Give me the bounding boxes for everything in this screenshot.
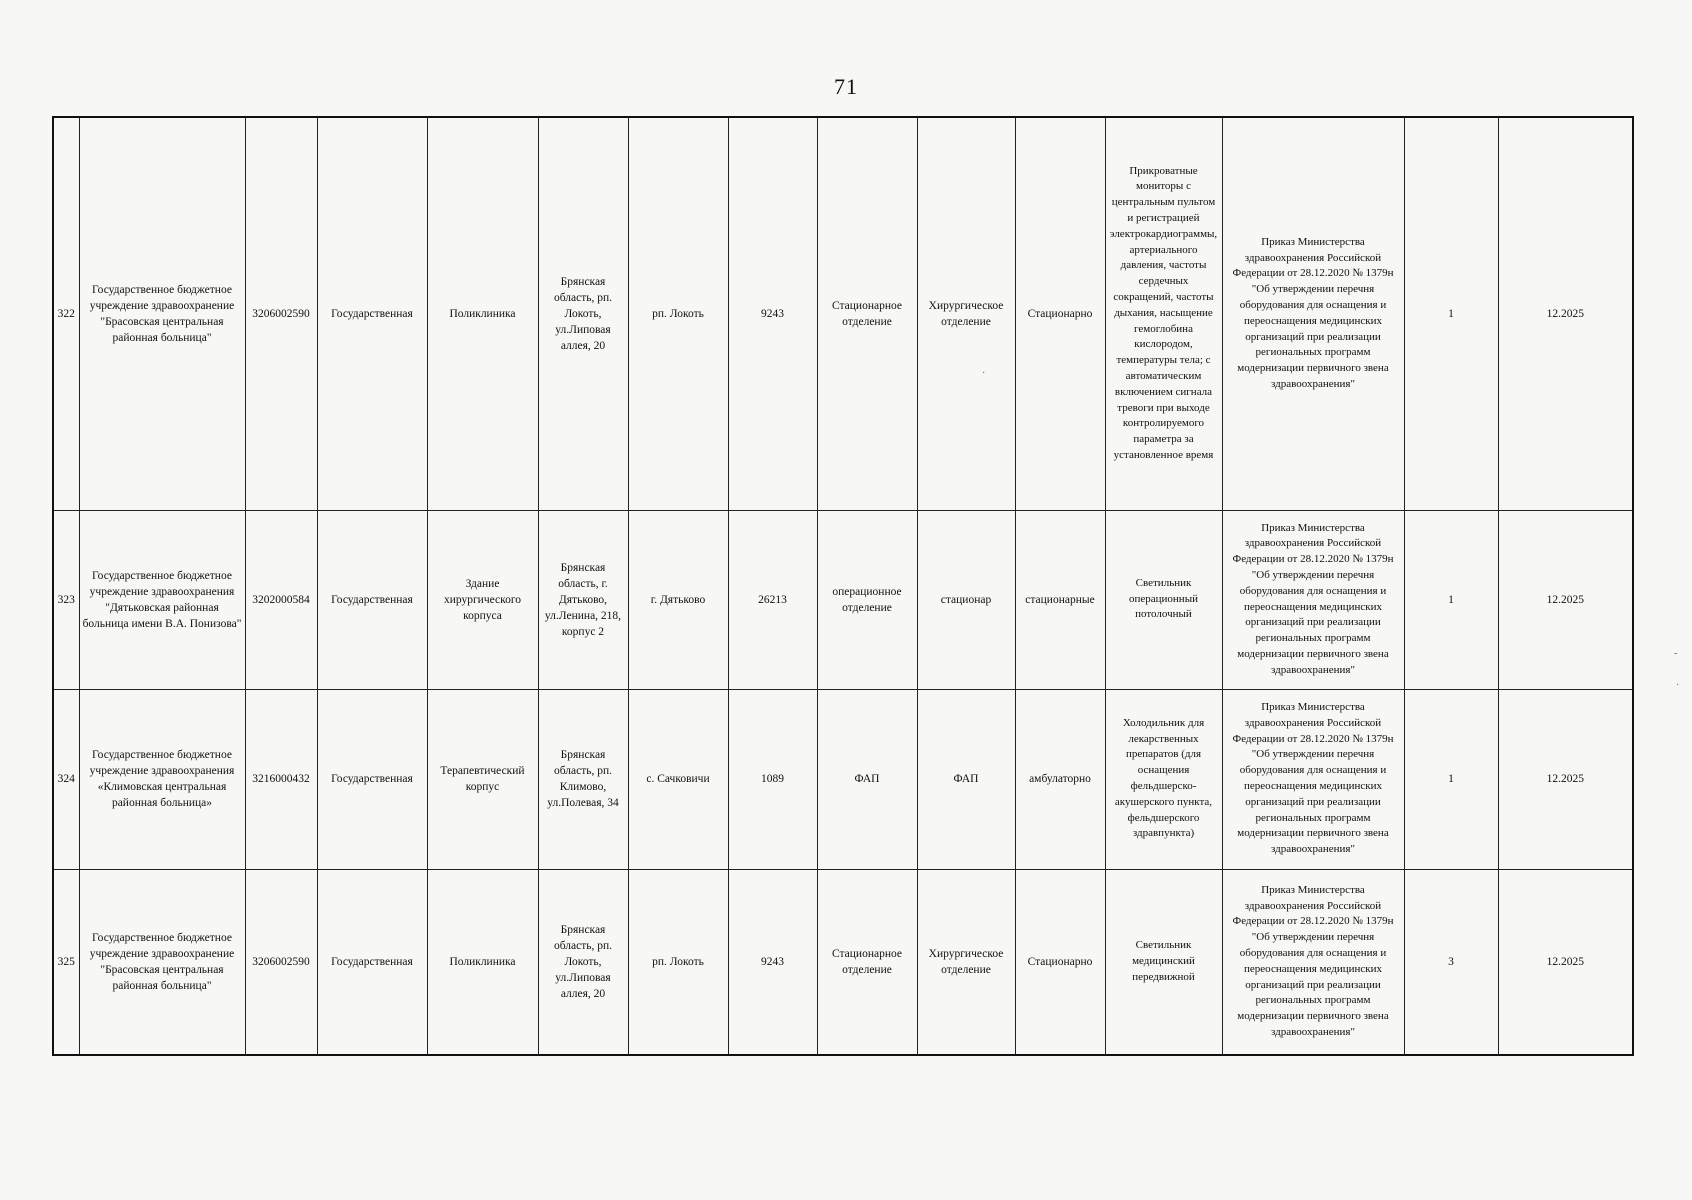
population-cell: 9243 (728, 117, 817, 510)
building-cell: Поликлиника (427, 869, 538, 1055)
equipment-registry-table (52, 116, 1634, 1056)
department-cell: Хирургическое отделение (917, 869, 1015, 1055)
inn-cell: 3206002590 (245, 869, 317, 1055)
row-number: 325 (53, 869, 79, 1055)
care-form-cell: Стационарно (1015, 869, 1105, 1055)
table-row (53, 117, 1633, 510)
care-form-cell: амбулаторно (1015, 689, 1105, 869)
organization-name: Государственное бюджетное учреждение здравоохранения "Дятьковская районная больница имени В.А. Понизова" (79, 510, 245, 689)
row-number: 324 (53, 689, 79, 869)
table-row (53, 510, 1633, 689)
population-cell: 9243 (728, 869, 817, 1055)
unit-cell: Стационарное отделение (817, 117, 917, 510)
population-cell: 1089 (728, 689, 817, 869)
building-cell: Поликлиника (427, 117, 538, 510)
building-cell: Терапевтический корпус (427, 689, 538, 869)
inn-cell: 3202000584 (245, 510, 317, 689)
inn-cell: 3206002590 (245, 117, 317, 510)
equipment-cell: Светильник операционный потолочный (1105, 510, 1222, 689)
date-cell: 12.2025 (1498, 869, 1633, 1055)
inn-cell: 3216000432 (245, 689, 317, 869)
quantity-cell: 1 (1404, 117, 1498, 510)
locality-cell: рп. Локоть (628, 117, 728, 510)
date-cell: 12.2025 (1498, 117, 1633, 510)
table-row (53, 869, 1633, 1055)
equipment-cell: Холодильник для лекарственных препаратов (для оснащения фельдшерско-акушерского пункта, фельдшерского здравпункта) (1105, 689, 1222, 869)
department-cell: ФАП (917, 689, 1015, 869)
unit-cell: Стационарное отделение (817, 869, 917, 1055)
legal-basis-cell: Приказ Министерства здравоохранения Российской Федерации от 28.12.2020 № 1379н "Об утверждении перечня оборудования для оснащения и переоснащения медицинских организаций при реализации региональных программ модернизации первичного звена здравоохранения" (1222, 510, 1404, 689)
quantity-cell: 3 (1404, 869, 1498, 1055)
row-number: 323 (53, 510, 79, 689)
locality-cell: г. Дятьково (628, 510, 728, 689)
legal-basis-cell: Приказ Министерства здравоохранения Российской Федерации от 28.12.2020 № 1379н "Об утверждении перечня оборудования для оснащения и переоснащения медицинских организаций при реализации региональных программ модернизации первичного звена здравоохранения" (1222, 869, 1404, 1055)
building-cell: Здание хирургического корпуса (427, 510, 538, 689)
address-cell: Брянская область, рп. Локоть, ул.Липовая аллея, 20 (538, 869, 628, 1055)
care-form-cell: Стационарно (1015, 117, 1105, 510)
organization-name: Государственное бюджетное учреждение здравоохранения «Климовская центральная районная больница» (79, 689, 245, 869)
row-number: 322 (53, 117, 79, 510)
ownership-cell: Государственная (317, 510, 427, 689)
unit-cell: операционное отделение (817, 510, 917, 689)
scan-mark: · (1676, 680, 1680, 691)
population-cell: 26213 (728, 510, 817, 689)
equipment-cell: Прикроватные мониторы с центральным пультом и регистрацией электрокардиограммы, артериального давления, частоты сердечных сокращений, частоты дыхания, насыщение гемоглобина кислородом, температуры тела; с автоматическим включением сигнала тревоги при выходе контролируемого параметра за установленное время (1105, 117, 1222, 510)
page-number: 71 (834, 74, 858, 99)
department-cell: Хирургическое отделение (917, 117, 1015, 510)
table-row (53, 689, 1633, 869)
organization-name: Государственное бюджетное учреждение здравоохранение "Брасовская центральная районная больница" (79, 117, 245, 510)
legal-basis-cell: Приказ Министерства здравоохранения Российской Федерации от 28.12.2020 № 1379н "Об утверждении перечня оборудования для оснащения и переоснащения медицинских организаций при реализации региональных программ модернизации первичного звена здравоохранения" (1222, 117, 1404, 510)
equipment-cell: Светильник медицинский передвижной (1105, 869, 1222, 1055)
department-cell: стационар (917, 510, 1015, 689)
address-cell: Брянская область, рп. Климово, ул.Полевая, 34 (538, 689, 628, 869)
organization-name: Государственное бюджетное учреждение здравоохранение "Брасовская центральная районная больница" (79, 869, 245, 1055)
address-cell: Брянская область, г. Дятьково, ул.Ленина, 218, корпус 2 (538, 510, 628, 689)
quantity-cell: 1 (1404, 689, 1498, 869)
legal-basis-cell: Приказ Министерства здравоохранения Российской Федерации от 28.12.2020 № 1379н "Об утверждении перечня оборудования для оснащения и переоснащения медицинских организаций при реализации региональных программ модернизации первичного звена здравоохранения" (1222, 689, 1404, 869)
ownership-cell: Государственная (317, 117, 427, 510)
locality-cell: рп. Локоть (628, 869, 728, 1055)
quantity-cell: 1 (1404, 510, 1498, 689)
date-cell: 12.2025 (1498, 510, 1633, 689)
scan-mark: · (982, 368, 986, 379)
ownership-cell: Государственная (317, 869, 427, 1055)
date-cell: 12.2025 (1498, 689, 1633, 869)
unit-cell: ФАП (817, 689, 917, 869)
care-form-cell: стационарные (1015, 510, 1105, 689)
address-cell: Брянская область, рп. Локоть, ул.Липовая аллея, 20 (538, 117, 628, 510)
ownership-cell: Государственная (317, 689, 427, 869)
locality-cell: с. Сачковичи (628, 689, 728, 869)
scan-mark: - (1674, 648, 1678, 659)
